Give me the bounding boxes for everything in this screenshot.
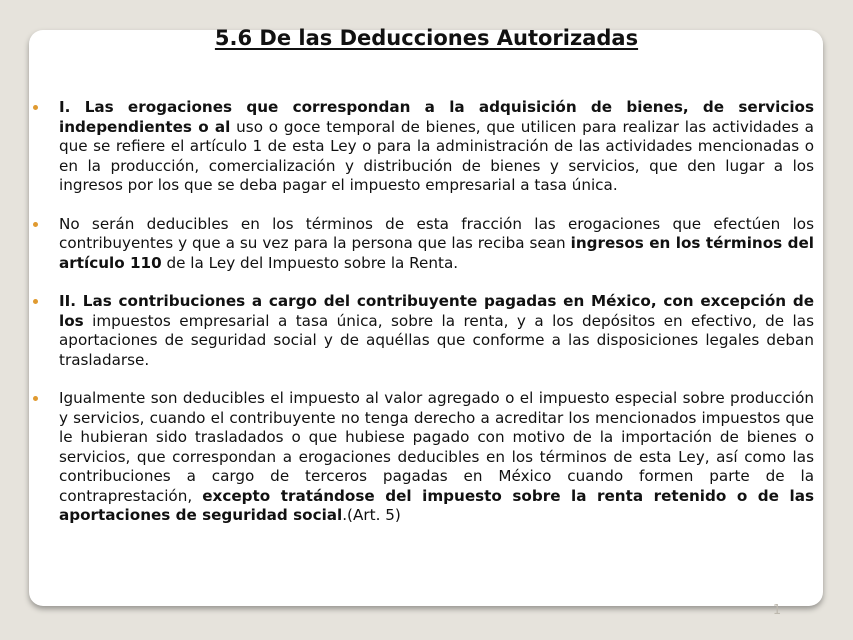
paragraph-bold-lead: II. Las contribuciones a cargo del contribuyente pagadas en México, con excepción de los	[59, 292, 814, 330]
paragraph-bold-lead: I. Las erogaciones que correspondan a la adquisición de bienes, de servicios independientes o al	[59, 98, 814, 136]
paragraph-text-end: de la Ley del Impuesto sobre la Renta.	[161, 253, 459, 272]
bullet-icon	[33, 299, 38, 304]
paragraph-text: uso o goce temporal de bienes, que utilicen para realizar las actividades a que se refiere el artículo 1 de esta Ley o para la administración de las actividades mencionadas o en la producción, comercialización y distribución de bienes y servicios, que den lugar a los ingresos por los que se deba pagar el impuesto empresarial a tasa única.	[59, 117, 814, 194]
bullet-icon	[33, 105, 38, 110]
paragraph-igualmente	[31, 389, 814, 526]
paragraph-no-deducibles	[31, 215, 814, 274]
paragraph-bold-tail: excepto tratándose del impuesto sobre la renta retenido o de las aportaciones de seguridad social	[59, 486, 814, 524]
paragraph-text: impuestos empresarial a tasa única, sobre la renta, y a los depósitos en efectivo, de las aportaciones de seguridad social y de aquéllas que conforme a las disposiciones legales deban trasladarse.	[59, 311, 814, 369]
paragraph-text-end: .(Art. 5)	[342, 506, 401, 524]
paragraph-bold-tail: ingresos en los términos del artículo 110	[59, 234, 814, 272]
page-number: 1	[772, 603, 782, 618]
bullet-icon	[33, 396, 38, 401]
paragraph-fraction-i	[31, 98, 814, 196]
slide-content	[31, 98, 814, 545]
paragraph-text: No serán deducibles en los términos de esta fracción las erogaciones que efectúen los contribuyentes y que a su vez para la persona que las reciba sean	[59, 214, 814, 252]
paragraph-text: Igualmente son deducibles el impuesto al valor agregado o el impuesto especial sobre producción y servicios, cuando el contribuyente no tenga derecho a acreditar los mencionados impuestos que le hubieran sido trasladados o que hubiese pagado con motivo de la importación de bienes o servicios, que correspondan a erogaciones deducibles en los términos de esta Ley, así como las contribuciones a cargo de terceros pagadas en México cuando formen parte de la contraprestación,	[59, 389, 814, 505]
bullet-icon	[33, 222, 38, 227]
slide-title: 5.6 De las Deducciones Autorizadas	[214, 26, 639, 50]
paragraph-fraction-ii	[31, 292, 814, 370]
